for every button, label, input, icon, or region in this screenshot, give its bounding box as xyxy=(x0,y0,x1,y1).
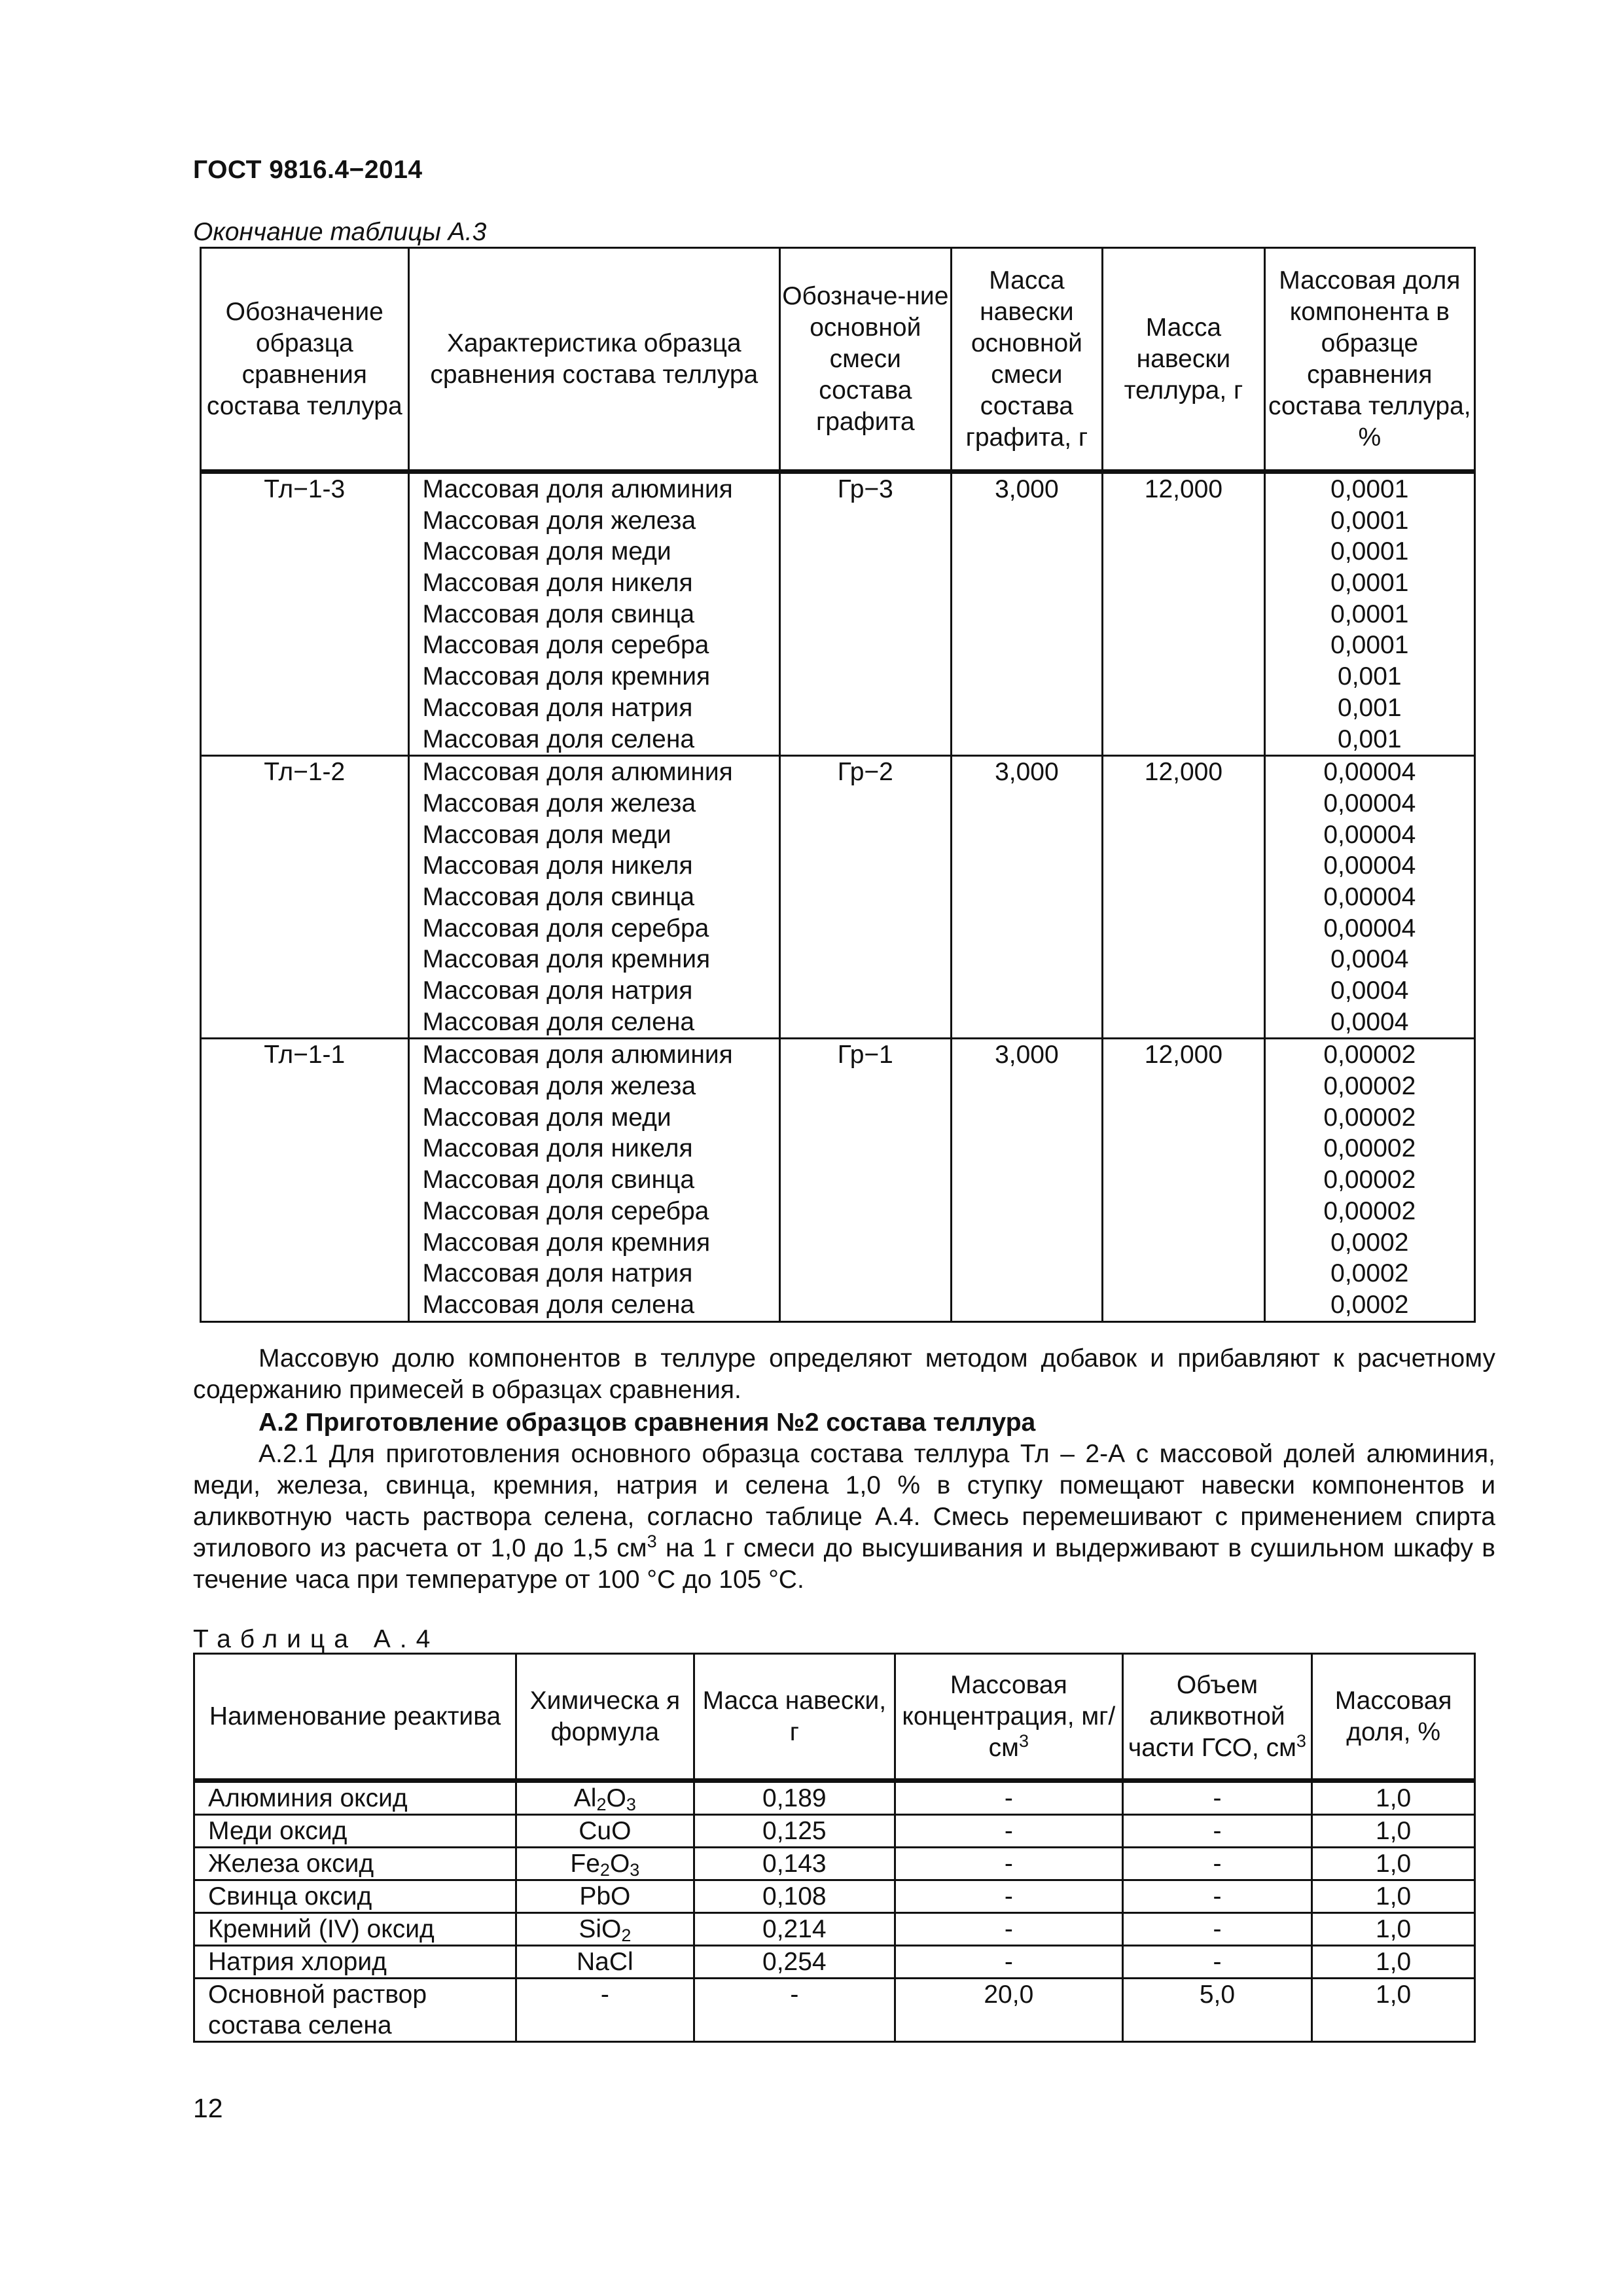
table-a4-header-fraction: Массовая доля, % xyxy=(1312,1654,1475,1781)
table-row xyxy=(201,1039,1475,1321)
formula-subscript: 2 xyxy=(599,1860,610,1880)
table-a4-header-formula: Химическа я формула xyxy=(516,1654,694,1781)
fraction-value: 0,0001 xyxy=(1330,569,1409,598)
fraction-value: 0,00004 xyxy=(1323,852,1416,880)
concentration-cell: - xyxy=(895,1781,1123,1815)
fraction-cell xyxy=(1264,1039,1474,1321)
characteristic-line: Массовая доля меди xyxy=(422,537,671,566)
table-row xyxy=(201,756,1475,1039)
paragraph-a21: А.2.1 Для приготовления основного образца состава теллура Тл – 2-А с массовой долей алюминия, меди, железа, свинца, кремния, натрия и селена 1,0 % в ступку помещают навески компонентов и аликвотную часть раствора селена, согласно таблице А.4. Смесь перемешивают с применением спирта этилового из расчета от 1,0 до 1,5 $см^3$ на 1 г смеси до высушивания и выдерживают в сушильном шкафу в течение часа при температуре от 100 °С до 105 °С. xyxy=(193,1440,1495,1594)
formula-cell: - xyxy=(516,1979,694,2042)
fraction-value: 0,001 xyxy=(1338,662,1402,691)
concentration-cell: - xyxy=(895,1848,1123,1880)
formula-subscript: 2 xyxy=(596,1795,607,1814)
formula-cell: CuO xyxy=(516,1815,694,1848)
formula-cell xyxy=(516,1913,694,1946)
characteristic-line: Массовая доля свинца xyxy=(422,882,695,911)
table-a3-caption: Окончание таблицы А.3 xyxy=(193,218,487,246)
formula-subscript: 3 xyxy=(626,1795,636,1814)
mass-te-cell: 12,000 xyxy=(1103,472,1264,756)
characteristic-line: Массовая доля селена xyxy=(422,725,695,753)
table-a3-header-fraction: Массовая доля компонента в образце сравнения состава теллура, % xyxy=(1264,248,1474,472)
fraction-value: 0,0002 xyxy=(1330,1228,1409,1257)
mass-mix-cell: 3,000 xyxy=(951,472,1103,756)
fraction-value: 0,00002 xyxy=(1323,1134,1416,1163)
volume-cell: - xyxy=(1122,1815,1312,1848)
mass-cell: 0,125 xyxy=(694,1815,895,1848)
paragraph-method: Массовую долю компонентов в теллуре определяют методом добавок и прибавляют к расчетному содержанию примесей в образцах сравнения. xyxy=(193,1344,1495,1404)
fraction-value: 0,00004 xyxy=(1323,758,1416,787)
mass-cell: 0,214 xyxy=(694,1913,895,1946)
fraction-cell: 1,0 xyxy=(1312,1913,1475,1946)
volume-cell: - xyxy=(1122,1848,1312,1880)
sample-id-cell: Тл−1-3 xyxy=(201,472,409,756)
fraction-value: 0,0004 xyxy=(1330,945,1409,974)
table-row xyxy=(201,472,1475,756)
table-a4-header-volume: Объем аликвотной части ГСО, $см^3$ xyxy=(1122,1654,1312,1781)
table-row xyxy=(194,1979,1475,2042)
reagent-name-cell: Свинца оксид xyxy=(194,1880,516,1913)
fraction-value: 0,0004 xyxy=(1330,977,1409,1005)
mass-cell: 0,143 xyxy=(694,1848,895,1880)
characteristic-line: Массовая доля натрия xyxy=(422,693,693,722)
formula-symbol: O xyxy=(609,1850,630,1878)
characteristic-line: Массовая доля серебра xyxy=(422,631,709,660)
table-a3 xyxy=(200,247,1476,1323)
characteristic-line: Массовая доля кремния xyxy=(422,1228,711,1257)
mass-te-cell: 12,000 xyxy=(1103,756,1264,1039)
fraction-value: 0,0001 xyxy=(1330,600,1409,628)
characteristic-line: Массовая доля железа xyxy=(422,1072,696,1101)
characteristic-line: Массовая доля никеля xyxy=(422,1134,693,1163)
fraction-cell: 1,0 xyxy=(1312,1781,1475,1815)
characteristic-line: Массовая доля меди xyxy=(422,1103,671,1132)
characteristic-cell xyxy=(408,756,780,1039)
fraction-cell: 1,0 xyxy=(1312,1979,1475,2042)
fraction-value: 0,00004 xyxy=(1323,882,1416,911)
table-a3-header-mass-te: Масса навески теллура, г xyxy=(1103,248,1264,472)
volume-cell: - xyxy=(1122,1880,1312,1913)
table-row xyxy=(194,1913,1475,1946)
table-a4-caption: Таблица А.4 xyxy=(193,1625,440,1653)
reagent-name-cell: Основной раствор состава селена xyxy=(194,1979,516,2042)
characteristic-line: Массовая доля никеля xyxy=(422,852,693,880)
mix-id-cell: Гр−3 xyxy=(780,472,952,756)
sample-id-cell: Тл−1-1 xyxy=(201,1039,409,1321)
characteristic-line: Массовая доля алюминия xyxy=(422,1041,733,1069)
concentration-cell: - xyxy=(895,1946,1123,1979)
fraction-cell: 1,0 xyxy=(1312,1880,1475,1913)
fraction-value: 0,0001 xyxy=(1330,537,1409,566)
document-header: ГОСТ 9816.4−2014 xyxy=(193,156,423,184)
mass-cell: 0,189 xyxy=(694,1781,895,1815)
mass-cell: 0,108 xyxy=(694,1880,895,1913)
sample-id-cell: Тл−1-2 xyxy=(201,756,409,1039)
characteristic-line: Массовая доля меди xyxy=(422,820,671,849)
fraction-cell xyxy=(1264,472,1474,756)
mass-te-cell: 12,000 xyxy=(1103,1039,1264,1321)
mass-mix-cell: 3,000 xyxy=(951,1039,1103,1321)
characteristic-line: Массовая доля кремния xyxy=(422,662,711,691)
concentration-cell: 20,0 xyxy=(895,1979,1123,2042)
concentration-cell: - xyxy=(895,1815,1123,1848)
table-a3-header-sample: Обозначение образца сравнения состава теллура xyxy=(201,248,409,472)
mass-mix-cell: 3,000 xyxy=(951,756,1103,1039)
formula-symbol: O xyxy=(606,1784,626,1812)
characteristic-cell xyxy=(408,472,780,756)
table-row xyxy=(194,1815,1475,1848)
fraction-value: 0,0004 xyxy=(1330,1007,1409,1036)
fraction-value: 0,00004 xyxy=(1323,820,1416,849)
mix-id-cell: Гр−1 xyxy=(780,1039,952,1321)
reagent-name-cell: Кремний (IV) оксид xyxy=(194,1913,516,1946)
formula-cell: NaCl xyxy=(516,1946,694,1979)
formula-subscript: 2 xyxy=(621,1926,632,1945)
volume-cell: - xyxy=(1122,1781,1312,1815)
fraction-value: 0,00004 xyxy=(1323,914,1416,942)
formula-cell: PbO xyxy=(516,1880,694,1913)
fraction-cell: 1,0 xyxy=(1312,1815,1475,1848)
characteristic-line: Массовая доля железа xyxy=(422,506,696,535)
characteristic-line: Массовая доля свинца xyxy=(422,1166,695,1194)
characteristic-line: Массовая доля кремния xyxy=(422,945,711,974)
table-a4-header-conc: Массовая концентрация, $мг/см^3$ xyxy=(895,1654,1123,1781)
fraction-value: 0,0001 xyxy=(1330,631,1409,660)
fraction-value: 0,00004 xyxy=(1323,789,1416,817)
concentration-cell: - xyxy=(895,1880,1123,1913)
volume-cell: - xyxy=(1122,1913,1312,1946)
fraction-value: 0,00002 xyxy=(1323,1103,1416,1132)
reagent-name-cell: Железа оксид xyxy=(194,1848,516,1880)
table-a3-header-mix: Обозначе-ние основной смеси состава графита xyxy=(780,248,952,472)
table-a3-header-characteristic: Характеристика образца сравнения состава теллура xyxy=(408,248,780,472)
mix-id-cell: Гр−2 xyxy=(780,756,952,1039)
formula-cell xyxy=(516,1848,694,1880)
volume-cell: - xyxy=(1122,1946,1312,1979)
fraction-value: 0,0002 xyxy=(1330,1259,1409,1288)
table-a4-header-name: Наименование реактива xyxy=(194,1654,516,1781)
characteristic-cell xyxy=(408,1039,780,1321)
characteristic-line: Массовая доля алюминия xyxy=(422,475,733,503)
table-row xyxy=(194,1946,1475,1979)
table-row xyxy=(194,1781,1475,1815)
fraction-value: 0,00002 xyxy=(1323,1041,1416,1069)
mass-cell: - xyxy=(694,1979,895,2042)
reagent-name-cell: Меди оксид xyxy=(194,1815,516,1848)
characteristic-line: Массовая доля никеля xyxy=(422,569,693,598)
fraction-cell: 1,0 xyxy=(1312,1848,1475,1880)
fraction-value: 0,001 xyxy=(1338,725,1402,753)
formula-symbol: Al xyxy=(573,1784,597,1812)
formula-subscript: 3 xyxy=(630,1860,640,1880)
fraction-cell: 1,0 xyxy=(1312,1946,1475,1979)
characteristic-line: Массовая доля серебра xyxy=(422,1196,709,1225)
characteristic-line: Массовая доля селена xyxy=(422,1007,695,1036)
table-a4-header-mass: Масса навески, г xyxy=(694,1654,895,1781)
fraction-cell xyxy=(1264,756,1474,1039)
fraction-value: 0,00002 xyxy=(1323,1072,1416,1101)
formula-cell xyxy=(516,1781,694,1815)
volume-cell: 5,0 xyxy=(1122,1979,1312,2042)
fraction-value: 0,00002 xyxy=(1323,1166,1416,1194)
fraction-value: 0,0001 xyxy=(1330,506,1409,535)
fraction-value: 0,001 xyxy=(1338,693,1402,722)
formula-symbol: SiO xyxy=(579,1915,622,1943)
reagent-name-cell: Натрия хлорид xyxy=(194,1946,516,1979)
section-a2-title: А.2 Приготовление образцов сравнения №2 состава теллура xyxy=(259,1408,1036,1437)
mass-cell: 0,254 xyxy=(694,1946,895,1979)
characteristic-line: Массовая доля натрия xyxy=(422,977,693,1005)
table-a3-header-mass-mix: Масса навески основной смеси состава графита, г xyxy=(951,248,1103,472)
reagent-name-cell: Алюминия оксид xyxy=(194,1781,516,1815)
formula-symbol: Fe xyxy=(570,1850,600,1878)
characteristic-line: Массовая доля серебра xyxy=(422,914,709,942)
characteristic-line: Массовая доля натрия xyxy=(422,1259,693,1288)
fraction-value: 0,00002 xyxy=(1323,1196,1416,1225)
concentration-cell: - xyxy=(895,1913,1123,1946)
fraction-value: 0,0001 xyxy=(1330,475,1409,503)
characteristic-line: Массовая доля алюминия xyxy=(422,758,733,787)
characteristic-line: Массовая доля селена xyxy=(422,1290,695,1319)
table-row xyxy=(194,1880,1475,1913)
fraction-value: 0,0002 xyxy=(1330,1290,1409,1319)
page-number: 12 xyxy=(193,2093,223,2123)
characteristic-line: Массовая доля свинца xyxy=(422,600,695,628)
characteristic-line: Массовая доля железа xyxy=(422,789,696,817)
table-row xyxy=(194,1848,1475,1880)
table-a4 xyxy=(193,1653,1476,2043)
